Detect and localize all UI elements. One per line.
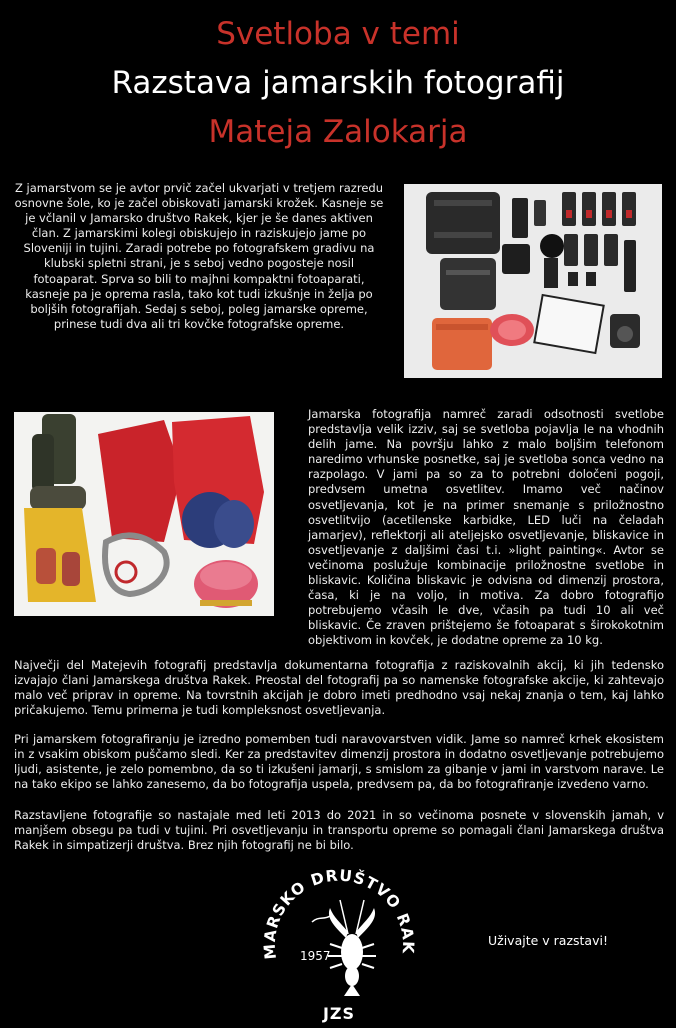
caving-gear-illustration [14, 412, 274, 616]
club-logo [254, 860, 424, 1024]
logo-year: 1957 [300, 949, 331, 963]
enjoy-message: Uživajte v razstavi! [488, 933, 608, 948]
logo-arc-text: MARSKO DRUŠTVO RAK [260, 866, 418, 961]
lighting-paragraph: Jamarska fotografija namreč zaradi odsotnosti svetlobe predstavlja velik izziv, saj se svetloba pojavlja le na vhodnih delih jame. Na površju lahko z malo boljšim telefonom naredimo vrhunske posnetke, saj je svetloba sonca vedno na razpolago. V jami pa so za to potrebni določeni pogoji, predvsem umetna osvetlitev. Imamo več načinov osvetljevanja, kot je na primer snemanje s priložnostno osvetlitvijo (acetilenske karbidke, LED luči na čeladah jamarjev), reflektorji ali ateljejsko osvetljevanje, bliskavice in osvetljevanje z daljšimi časi t.i. »light painting«. Avtor se večinoma poslužuje kombinacije priložnostne svetlobe in bliskavic. Količina bliskavic je odvisna od dimenzij prostora, časa, ki je na voljo, in motiva. Za dobro fotografijo potrebujemo včasih le dve, včasih pa tudi 10 ali več bliskavic. Če zraven prištejemo še fotoaparat s širokokotnim objektivom in kovček, je dodatne opreme za 10 kg. [308, 407, 664, 648]
exhibition-subtitle: Razstava jamarskih fotografij [111, 65, 565, 101]
photo-caving-gear [14, 412, 274, 616]
intro-paragraph: Z jamarstvom se je avtor prvič začel ukvarjati v tretjem razredu osnovne šole, ko je začel obiskovati jamarski krožek. Kasneje se je včlanil v Jamarsko društvo Rakek, kjer je še danes aktiven član. Z jamarskimi kolegi obiskujejo in raziskujejo jame po Sloveniji in tujini. Zaradi potrebe po fotografskem gradivu na klubski spletni strani, je s seboj vedno pogosteje nosil fotoaparat. Sprva so bili to majhni kompaktni fotoaparati, kasneje pa je oprema rasla, tako kot tudi izkušnje in želja po boljših fotografijah. Sedaj s seboj, poleg jamarske opreme, prinese tudi dva ali tri kovčke fotografske opreme. [14, 181, 384, 331]
conservation-paragraph: Pri jamarskem fotografiranju je izredno pomemben tudi naravovarstven vidik. Jame so namreč krhek ekosistem in z vsakim obiskom puščamo sledi. Ker za predstavitev dimenzij prostora in dodatno osvetljevanje potrebujemo ljudi, asistente, je zelo pomembno, da so ti izkušeni jamarji, s smislom za gibanje v jami in varstvom narave. Le na tako ekipo se lahko zanesemo, da bo fotografija uspela, predvsem pa, da bo fotografiranje izvedeno varno. [14, 732, 664, 792]
camera-gear-illustration [404, 184, 662, 378]
logo-abbreviation: JZS [322, 1004, 356, 1023]
author-name: Mateja Zalokarja [208, 114, 468, 150]
exhibition-info-paragraph: Razstavljene fotografije so nastajale med leti 2013 do 2021 in so večinoma posnete v slovenskih jamah, v manjšem obsegu pa tudi v tujini. Pri osvetljevanju in transportu opreme so pomagali člani Jamarskega društva Rakek in simpatizerji društva. Brez njih fotografij ne bi bilo. [14, 808, 664, 853]
documentary-paragraph: Največji del Matejevih fotografij predstavlja dokumentarna fotografija z raziskovalnih akcij, ki jih tedensko izvajajo člani Jamarskega društva Rakek. Preostal del fotografij pa so namenske fotografske akcije, ki zahtevajo malo več priprav in opreme. Na tovrstnih akcijah je dobro imeti predhodno vsaj nekaj znanja o tem, kaj lahko pričakujemo. Temu primerna je tudi kompleksnost osvetljevanja. [14, 658, 664, 718]
cave-crayfish-icon [328, 900, 376, 996]
photo-equipment-cases [404, 184, 662, 378]
exhibition-title: Svetloba v temi [216, 16, 460, 52]
